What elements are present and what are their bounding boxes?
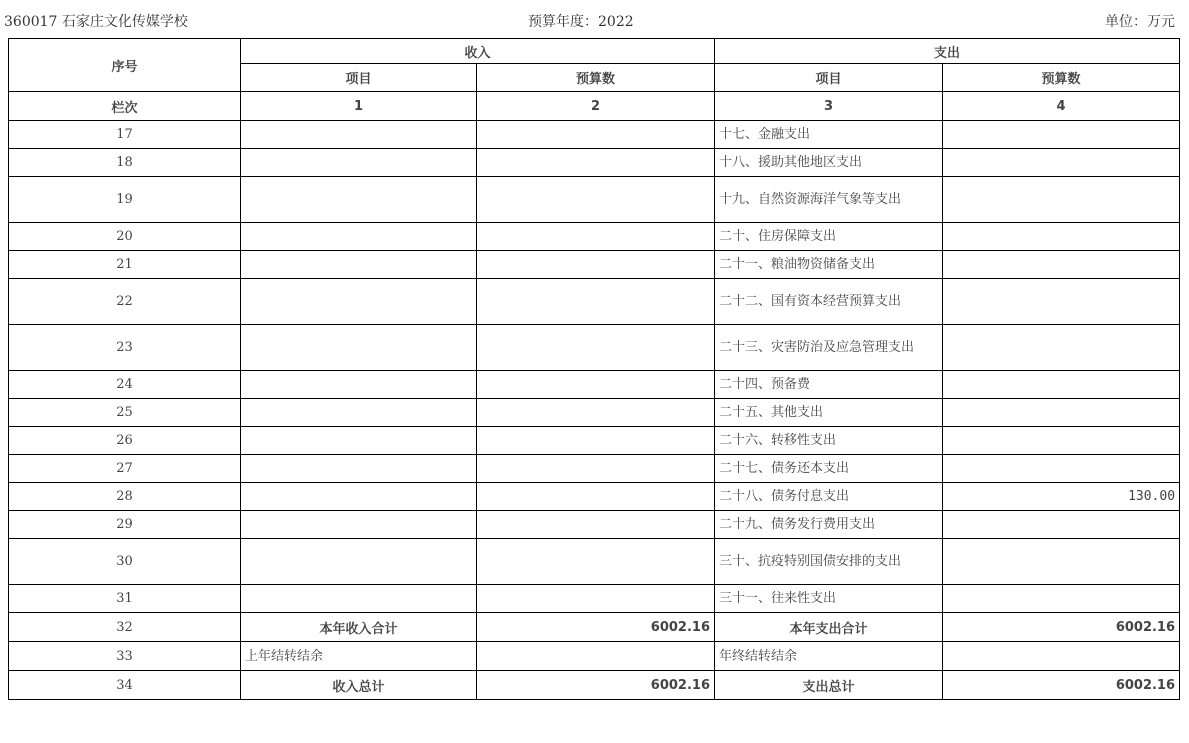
row-expense-item: 二十六、转移性支出: [715, 427, 943, 455]
row-seq: 33: [9, 642, 241, 671]
table-row: [9, 585, 1180, 613]
row-income-amount: [477, 251, 715, 279]
row-income-amount: [477, 539, 715, 585]
row-seq: 23: [9, 325, 241, 371]
table-row: [9, 177, 1180, 223]
row-income-amount: [477, 642, 715, 671]
row-seq: 22: [9, 279, 241, 325]
row-seq: 30: [9, 539, 241, 585]
table-row: [9, 279, 1180, 325]
row-expense-item: 二十七、债务还本支出: [715, 455, 943, 483]
row-income-item: [241, 483, 477, 511]
table-row: [9, 121, 1180, 149]
row-seq: 26: [9, 427, 241, 455]
row-expense-amount: [943, 121, 1180, 149]
row-seq: 29: [9, 511, 241, 539]
row-income-item: [241, 223, 477, 251]
row-seq: 28: [9, 483, 241, 511]
row-expense-item: 本年支出合计: [715, 613, 943, 642]
row-expense-item: 二十、住房保障支出: [715, 223, 943, 251]
row-income-item: [241, 325, 477, 371]
row-expense-amount: 130.00: [943, 483, 1180, 511]
row-expense-amount: [943, 399, 1180, 427]
row-seq: 27: [9, 455, 241, 483]
table-row: [9, 251, 1180, 279]
index-4: 4: [943, 92, 1180, 121]
row-seq: 17: [9, 121, 241, 149]
table-row: [9, 455, 1180, 483]
row-expense-item: 二十三、灾害防治及应急管理支出: [715, 325, 943, 371]
row-expense-amount: [943, 539, 1180, 585]
row-income-item: [241, 427, 477, 455]
row-seq: 24: [9, 371, 241, 399]
table-row: [9, 511, 1180, 539]
row-income-amount: [477, 325, 715, 371]
table-row: [9, 223, 1180, 251]
row-seq: 21: [9, 251, 241, 279]
row-seq: 31: [9, 585, 241, 613]
row-expense-item: 十九、自然资源海洋气象等支出: [715, 177, 943, 223]
unit-name: 360017 石家庄文化传媒学校: [4, 14, 188, 30]
budget-table: [8, 38, 1180, 700]
row-expense-amount: [943, 585, 1180, 613]
row-seq: 20: [9, 223, 241, 251]
row-seq: 25: [9, 399, 241, 427]
row-expense-item: 十八、援助其他地区支出: [715, 149, 943, 177]
row-income-item: 收入总计: [241, 671, 477, 700]
col-header-income-item: 项目: [241, 64, 477, 92]
budget-year: 预算年度：2022: [528, 14, 634, 30]
table-row: [9, 539, 1180, 585]
row-income-item: [241, 399, 477, 427]
row-expense-item: 二十五、其他支出: [715, 399, 943, 427]
row-seq: 34: [9, 671, 241, 700]
row-income-amount: [477, 585, 715, 613]
row-income-item: [241, 251, 477, 279]
row-expense-item: 二十二、国有资本经营预算支出: [715, 279, 943, 325]
row-income-amount: [477, 399, 715, 427]
row-expense-amount: [943, 427, 1180, 455]
row-expense-item: 二十四、预备费: [715, 371, 943, 399]
table-row: [9, 371, 1180, 399]
index-2: 2: [477, 92, 715, 121]
row-income-amount: [477, 455, 715, 483]
row-expense-item: 二十八、债务付息支出: [715, 483, 943, 511]
row-income-item: [241, 371, 477, 399]
index-label: 栏次: [9, 92, 241, 121]
row-expense-amount: [943, 223, 1180, 251]
row-income-amount: [477, 511, 715, 539]
report-header: [0, 0, 1189, 38]
row-income-amount: [477, 149, 715, 177]
row-expense-amount: [943, 325, 1180, 371]
row-expense-amount: 6002.16: [943, 671, 1180, 700]
carry-over-row: [9, 642, 1180, 671]
table-row: [9, 149, 1180, 177]
row-income-item: [241, 585, 477, 613]
row-income-amount: [477, 223, 715, 251]
row-income-amount: [477, 279, 715, 325]
row-income-item: [241, 177, 477, 223]
row-seq: 32: [9, 613, 241, 642]
table-row: [9, 325, 1180, 371]
row-income-item: [241, 121, 477, 149]
col-header-expense-item: 项目: [715, 64, 943, 92]
row-income-amount: [477, 371, 715, 399]
row-expense-item: 十七、金融支出: [715, 121, 943, 149]
col-header-income-budget: 预算数: [477, 64, 715, 92]
row-income-item: [241, 511, 477, 539]
row-expense-item: 三十、抗疫特别国债安排的支出: [715, 539, 943, 585]
row-income-item: 上年结转结余: [241, 642, 477, 671]
row-expense-item: 二十九、债务发行费用支出: [715, 511, 943, 539]
col-header-expense: 支出: [715, 39, 1180, 64]
row-expense-item: 年终结转结余: [715, 642, 943, 671]
row-income-item: [241, 149, 477, 177]
row-income-amount: 6002.16: [477, 613, 715, 642]
row-expense-item: 支出总计: [715, 671, 943, 700]
row-expense-amount: [943, 279, 1180, 325]
row-expense-amount: [943, 149, 1180, 177]
row-expense-amount: [943, 251, 1180, 279]
row-income-amount: 6002.16: [477, 671, 715, 700]
grand-total-row: [9, 671, 1180, 700]
row-expense-amount: [943, 371, 1180, 399]
col-header-expense-budget: 预算数: [943, 64, 1180, 92]
row-seq: 18: [9, 149, 241, 177]
header-row-1: [9, 39, 1180, 64]
row-expense-amount: [943, 642, 1180, 671]
table-row: [9, 427, 1180, 455]
row-income-item: 本年收入合计: [241, 613, 477, 642]
row-expense-amount: [943, 511, 1180, 539]
row-income-item: [241, 455, 477, 483]
index-1: 1: [241, 92, 477, 121]
row-expense-amount: [943, 455, 1180, 483]
row-seq: 19: [9, 177, 241, 223]
row-income-amount: [477, 121, 715, 149]
index-row: [9, 92, 1180, 121]
table-row: [9, 483, 1180, 511]
row-income-item: [241, 539, 477, 585]
col-header-income: 收入: [241, 39, 715, 64]
unit-label: 单位：万元: [1105, 14, 1175, 30]
table-row: [9, 399, 1180, 427]
row-expense-amount: 6002.16: [943, 613, 1180, 642]
row-expense-item: 二十一、粮油物资储备支出: [715, 251, 943, 279]
row-income-amount: [477, 483, 715, 511]
row-expense-item: 三十一、往来性支出: [715, 585, 943, 613]
total-year-row: [9, 613, 1180, 642]
index-3: 3: [715, 92, 943, 121]
col-header-seq: 序号: [9, 39, 241, 92]
row-income-amount: [477, 177, 715, 223]
row-income-item: [241, 279, 477, 325]
row-expense-amount: [943, 177, 1180, 223]
row-income-amount: [477, 427, 715, 455]
